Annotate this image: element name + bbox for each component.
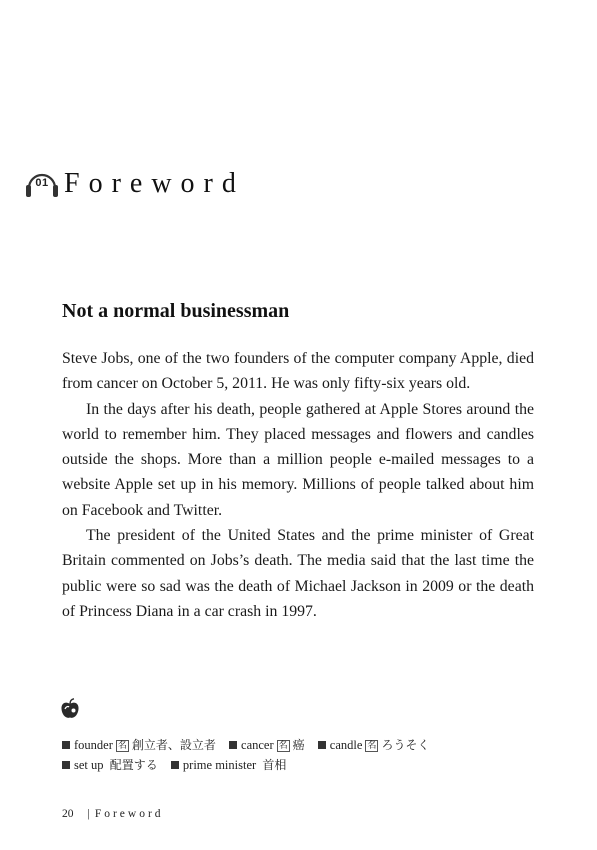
paragraph: Steve Jobs, one of the two founders of the computer company Apple, died from cancer on October 5, 2011. He was only fifty-six years old.	[62, 350, 534, 393]
bullet-square-icon	[62, 741, 70, 749]
vocab-entry	[318, 738, 430, 752]
part-of-speech-badge: 名	[367, 741, 377, 751]
paragraph: The president of the United States and the prime minister of Great Britain commented on Jobs’s death. The media said that the last time the public were so sad was the death of Michael Jackson in 2009 or the death of Princess Diana in a car crash in 1997.	[62, 527, 534, 620]
paragraph: In the days after his death, people gathered at Apple Stores around the world to remember him. They placed messages and flowers and candles outside the shops. More than a million people e-mailed messages to a website Apple set up in his memory. Millions of people talked about him on Facebook and Twitter.	[62, 400, 534, 519]
vocab-word: founder	[74, 738, 113, 752]
section-heading: Not a normal businessman	[62, 300, 290, 322]
track-number: 01	[35, 177, 49, 189]
part-of-speech-badge: 名	[278, 741, 288, 751]
part-of-speech-badge: 名	[117, 741, 127, 751]
footer-separator: |	[87, 808, 90, 820]
headphone-icon	[24, 166, 60, 202]
vocab-meaning: 配置する	[109, 758, 158, 772]
bullet-square-icon	[229, 741, 237, 749]
vocab-entry	[62, 758, 158, 772]
vocab-word: candle	[329, 738, 363, 752]
chapter-title: Foreword	[64, 168, 245, 199]
vocab-meaning: 創立者、設立者	[131, 738, 216, 752]
running-title: Foreword	[94, 808, 164, 820]
page-number: 20	[62, 808, 74, 820]
vocab-meaning: 首相	[262, 758, 287, 772]
vocab-entry	[62, 738, 216, 752]
vocab-word: prime minister	[182, 758, 257, 772]
bullet-square-icon	[318, 741, 326, 749]
chapter-header	[24, 166, 245, 202]
bullet-square-icon	[171, 761, 179, 769]
vocabulary-list	[62, 735, 538, 775]
vocab-entry	[171, 758, 287, 772]
page-footer	[62, 808, 164, 820]
bullet-square-icon	[62, 761, 70, 769]
vocab-entry	[229, 738, 305, 752]
body-text	[62, 346, 534, 624]
vocab-word: cancer	[241, 738, 274, 752]
vocab-meaning: ろうそく	[381, 738, 430, 752]
vocab-word: set up	[74, 758, 104, 772]
apple-icon	[60, 698, 80, 720]
vocab-meaning: 癌	[292, 738, 305, 752]
